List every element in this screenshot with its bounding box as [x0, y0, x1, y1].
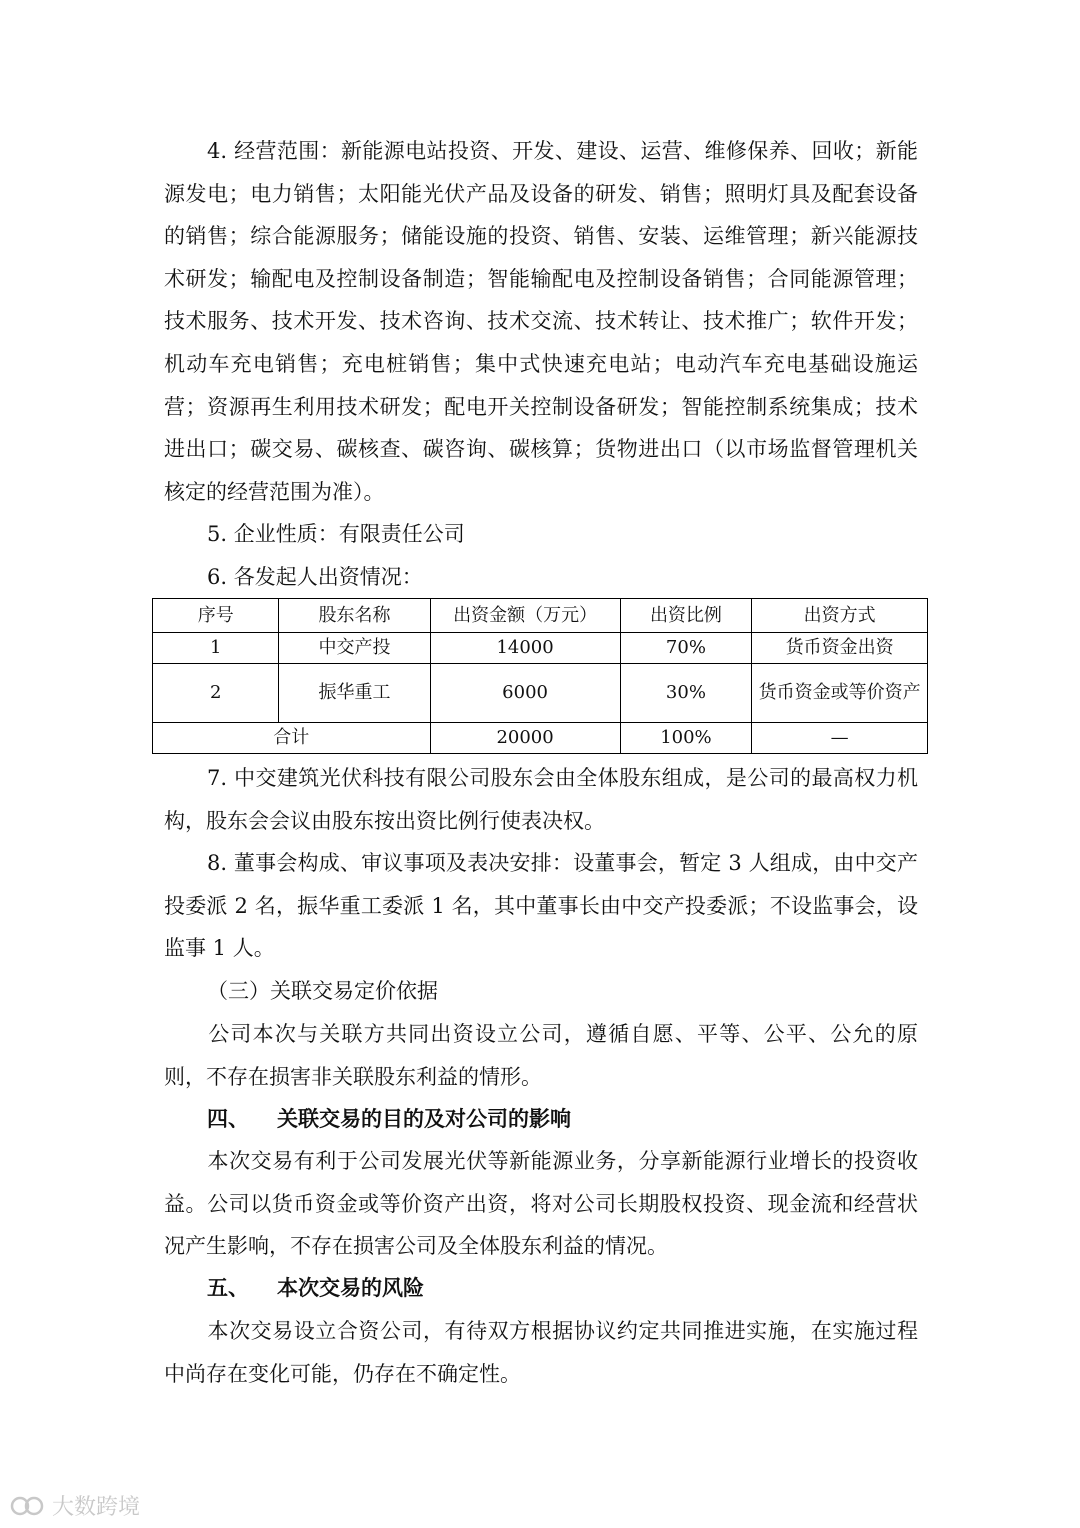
watermark: [10, 1490, 140, 1521]
watermark-text: 大数跨境: [52, 1495, 141, 1520]
table-row: [153, 664, 928, 723]
section-four-number: 四、: [207, 1106, 249, 1131]
pricing-basis-heading: [164, 970, 918, 1013]
table-header-cell: 序号: [153, 599, 279, 633]
section-four-heading: [164, 1098, 918, 1141]
section-four-title: 关联交易的目的及对公司的影响: [277, 1106, 571, 1131]
table-header-row: [153, 599, 928, 633]
table-total-cell: 合计: [153, 723, 431, 754]
section-four-text: 本次交易有利于公司发展光伏等新能源业务，分享新能源行业增长的投资收益。公司以货币资金或等价资产出资，将对公司长期股权投资、现金流和经营状况产生影响，不存在损害公司及全体股东利益的情况。: [164, 1149, 918, 1259]
table-cell: 30%: [620, 664, 752, 723]
table-cell: 14000: [430, 633, 620, 664]
table-cell: 振华重工: [279, 664, 430, 723]
section-five-heading: [164, 1267, 918, 1310]
shareholder-meeting-text: 7. 中交建筑光伏科技有限公司股东会由全体股东组成，是公司的最高权力机构，股东会会议由股东按出资比例行使表决权。: [164, 766, 918, 833]
board-text: 8. 董事会构成、审议事项及表决安排：设董事会，暂定 3 人组成，由中交产投委派 2 名，振华重工委派 1 名，其中董事长由中交产投委派；不设监事会，设监事 1 人。: [164, 851, 918, 961]
table-total-cell: 20000: [430, 723, 620, 754]
table-row: [153, 633, 928, 664]
table-cell: 1: [153, 633, 279, 664]
enterprise-nature-paragraph: [164, 513, 918, 556]
table-total-cell: 100%: [620, 723, 752, 754]
board-paragraph: [164, 842, 918, 970]
table-header-cell: 出资方式: [752, 599, 928, 633]
table-cell: 货币资金或等价资产: [752, 664, 928, 723]
pricing-basis-title: （三）关联交易定价依据: [207, 979, 438, 1003]
table-cell: 6000: [430, 664, 620, 723]
business-scope-paragraph: [164, 130, 918, 513]
table-cell: 中交产投: [279, 633, 430, 664]
shareholder-investment-table: [152, 598, 928, 754]
watermark-logo-icon: [10, 1494, 46, 1518]
section-five-title: 本次交易的风险: [277, 1275, 424, 1300]
table-cell: 2: [153, 664, 279, 723]
section-four-paragraph: [164, 1140, 918, 1268]
section-five-text: 本次交易设立合资公司，有待双方根据协议约定共同推进实施，在实施过程中尚存在变化可能，仍存在不确定性。: [164, 1319, 918, 1386]
section-five-number: 五、: [207, 1275, 249, 1300]
pricing-basis-paragraph: [164, 1013, 918, 1098]
table-cell: 货币资金出资: [752, 633, 928, 664]
table-header-cell: 出资比例: [620, 599, 752, 633]
business-scope-text: 4. 经营范围：新能源电站投资、开发、建设、运营、维修保养、回收；新能源发电；电力销售；太阳能光伏产品及设备的研发、销售；照明灯具及配套设备的销售；综合能源服务；储能设施的投资、销售、安装、运维管理；新兴能源技术研发；输配电及控制设备制造；智能输配电及控制设备销售；合同能源管理；技术服务、技术开发、技术咨询、技术交流、技术转让、技术推广；软件开发；机动车充电销售；充电桩销售；集中式快速充电站；电动汽车充电基础设施运营；资源再生利用技术研发；配电开关控制设备研发；智能控制系统集成；技术进出口；碳交易、碳核查、碳咨询、碳核算；货物进出口（以市场监督管理机关核定的经营范围为准）。: [164, 139, 918, 504]
shareholder-meeting-paragraph: [164, 757, 918, 842]
enterprise-nature-text: 5. 企业性质：有限责任公司: [207, 522, 465, 546]
investment-heading-paragraph: [164, 556, 918, 599]
table-total-row: [153, 723, 928, 754]
section-five-paragraph: [164, 1310, 918, 1395]
investment-heading-text: 6. 各发起人出资情况：: [207, 565, 423, 589]
table-total-cell: —: [752, 723, 928, 754]
table-header-cell: 出资金额（万元）: [430, 599, 620, 633]
table-header-cell: 股东名称: [279, 599, 430, 633]
pricing-basis-text: 公司本次与关联方共同出资设立公司，遵循自愿、平等、公平、公允的原则，不存在损害非关联股东利益的情形。: [164, 1022, 918, 1089]
table-cell: 70%: [620, 633, 752, 664]
